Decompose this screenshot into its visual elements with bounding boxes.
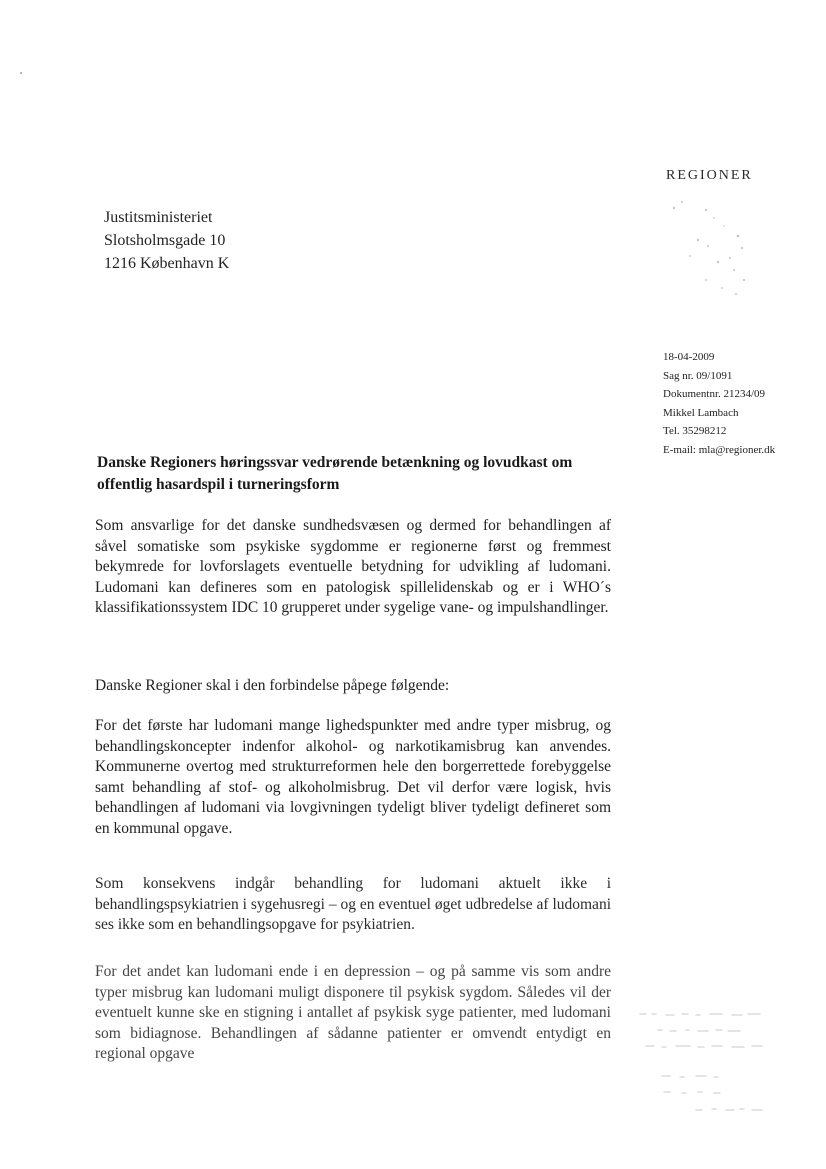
body-paragraph: Danske Regioner skal i den forbindelse påpege følgende:: [95, 677, 450, 694]
meta-phone: Tel. 35298212: [663, 425, 727, 437]
meta-case-number: Sag nr. 09/1091: [663, 369, 733, 382]
recipient-line: 1216 København K: [104, 255, 230, 272]
body-paragraph: For det første har ludomani mange lighedspunkter med andre typer misbrug, og behandlingskoncepter indenfor alkohol- og narkotikamisbrug kan anvendes. Kommunerne overtog med strukturreformen hele den borgerrettede forebyggelse samt behandling af stof- og alkoholmisbrug. Det vil derfor være logisk, hvis behandlingen af ludomani via lovgivningen tydeligt bliver tydeligt defineret som en kommunal opgave.: [95, 717, 611, 837]
letter-meta: [663, 348, 775, 459]
body-paragraph: Som konsekvens indgår behandling for ludomani aktuelt ikke i behandlingspsykiatrien i sygehusregi – og en eventuel øget udbredelse af ludomani ses ikke som en behandlingsopgave for psykiatrien.: [95, 875, 611, 934]
meta-contact-name: Mikkel Lambach: [663, 406, 739, 419]
body-paragraph: For det andet kan ludomani ende i en depression – og på samme vis som andre typer misbrug kan ludomani muligt disponere til psykisk sygdom. Således vil der eventuelt kunne ske en stigning i antallet af psykisk syge patienter, med ludomani som bidiagnose. Behandlingen af sådanne patienter er omvendt entydigt en regional opgave: [95, 963, 611, 1063]
letter-title: Danske Regioners høringssvar vedrørende betænkning og lovudkast om offentlig hasardspil i turneringsform: [97, 454, 573, 493]
body-paragraph: Som ansvarlige for det danske sundhedsvæsen og dermed for behandlingen af såvel somatiske som psykiske sygdomme er regionerne først og fremmest bekymrede for lovforslagets eventuelle betydning for udvikling af ludomani. Ludomani kan defineres som en patologisk spillelidenskab og er i WHO´s klassifikationssystem IDC 10 grupperet under sygelige vane- og impulshandlinger.: [95, 517, 611, 617]
regioner-logo-text: REGIONER: [666, 168, 753, 183]
meta-email: E-mail: mla@regioner.dk: [663, 443, 776, 456]
scan-speck: [20, 72, 22, 74]
recipient-line: Slotsholmsgade 10: [104, 232, 226, 249]
meta-date: 18-04-2009: [663, 351, 715, 363]
regioner-logo-mark-icon: [660, 196, 770, 300]
meta-document-number: Dokumentnr. 21234/09: [663, 388, 766, 400]
faint-footer-smudge: [636, 1006, 786, 1116]
recipient-address: [104, 206, 229, 275]
recipient-line: Justitsministeriet: [104, 209, 213, 226]
